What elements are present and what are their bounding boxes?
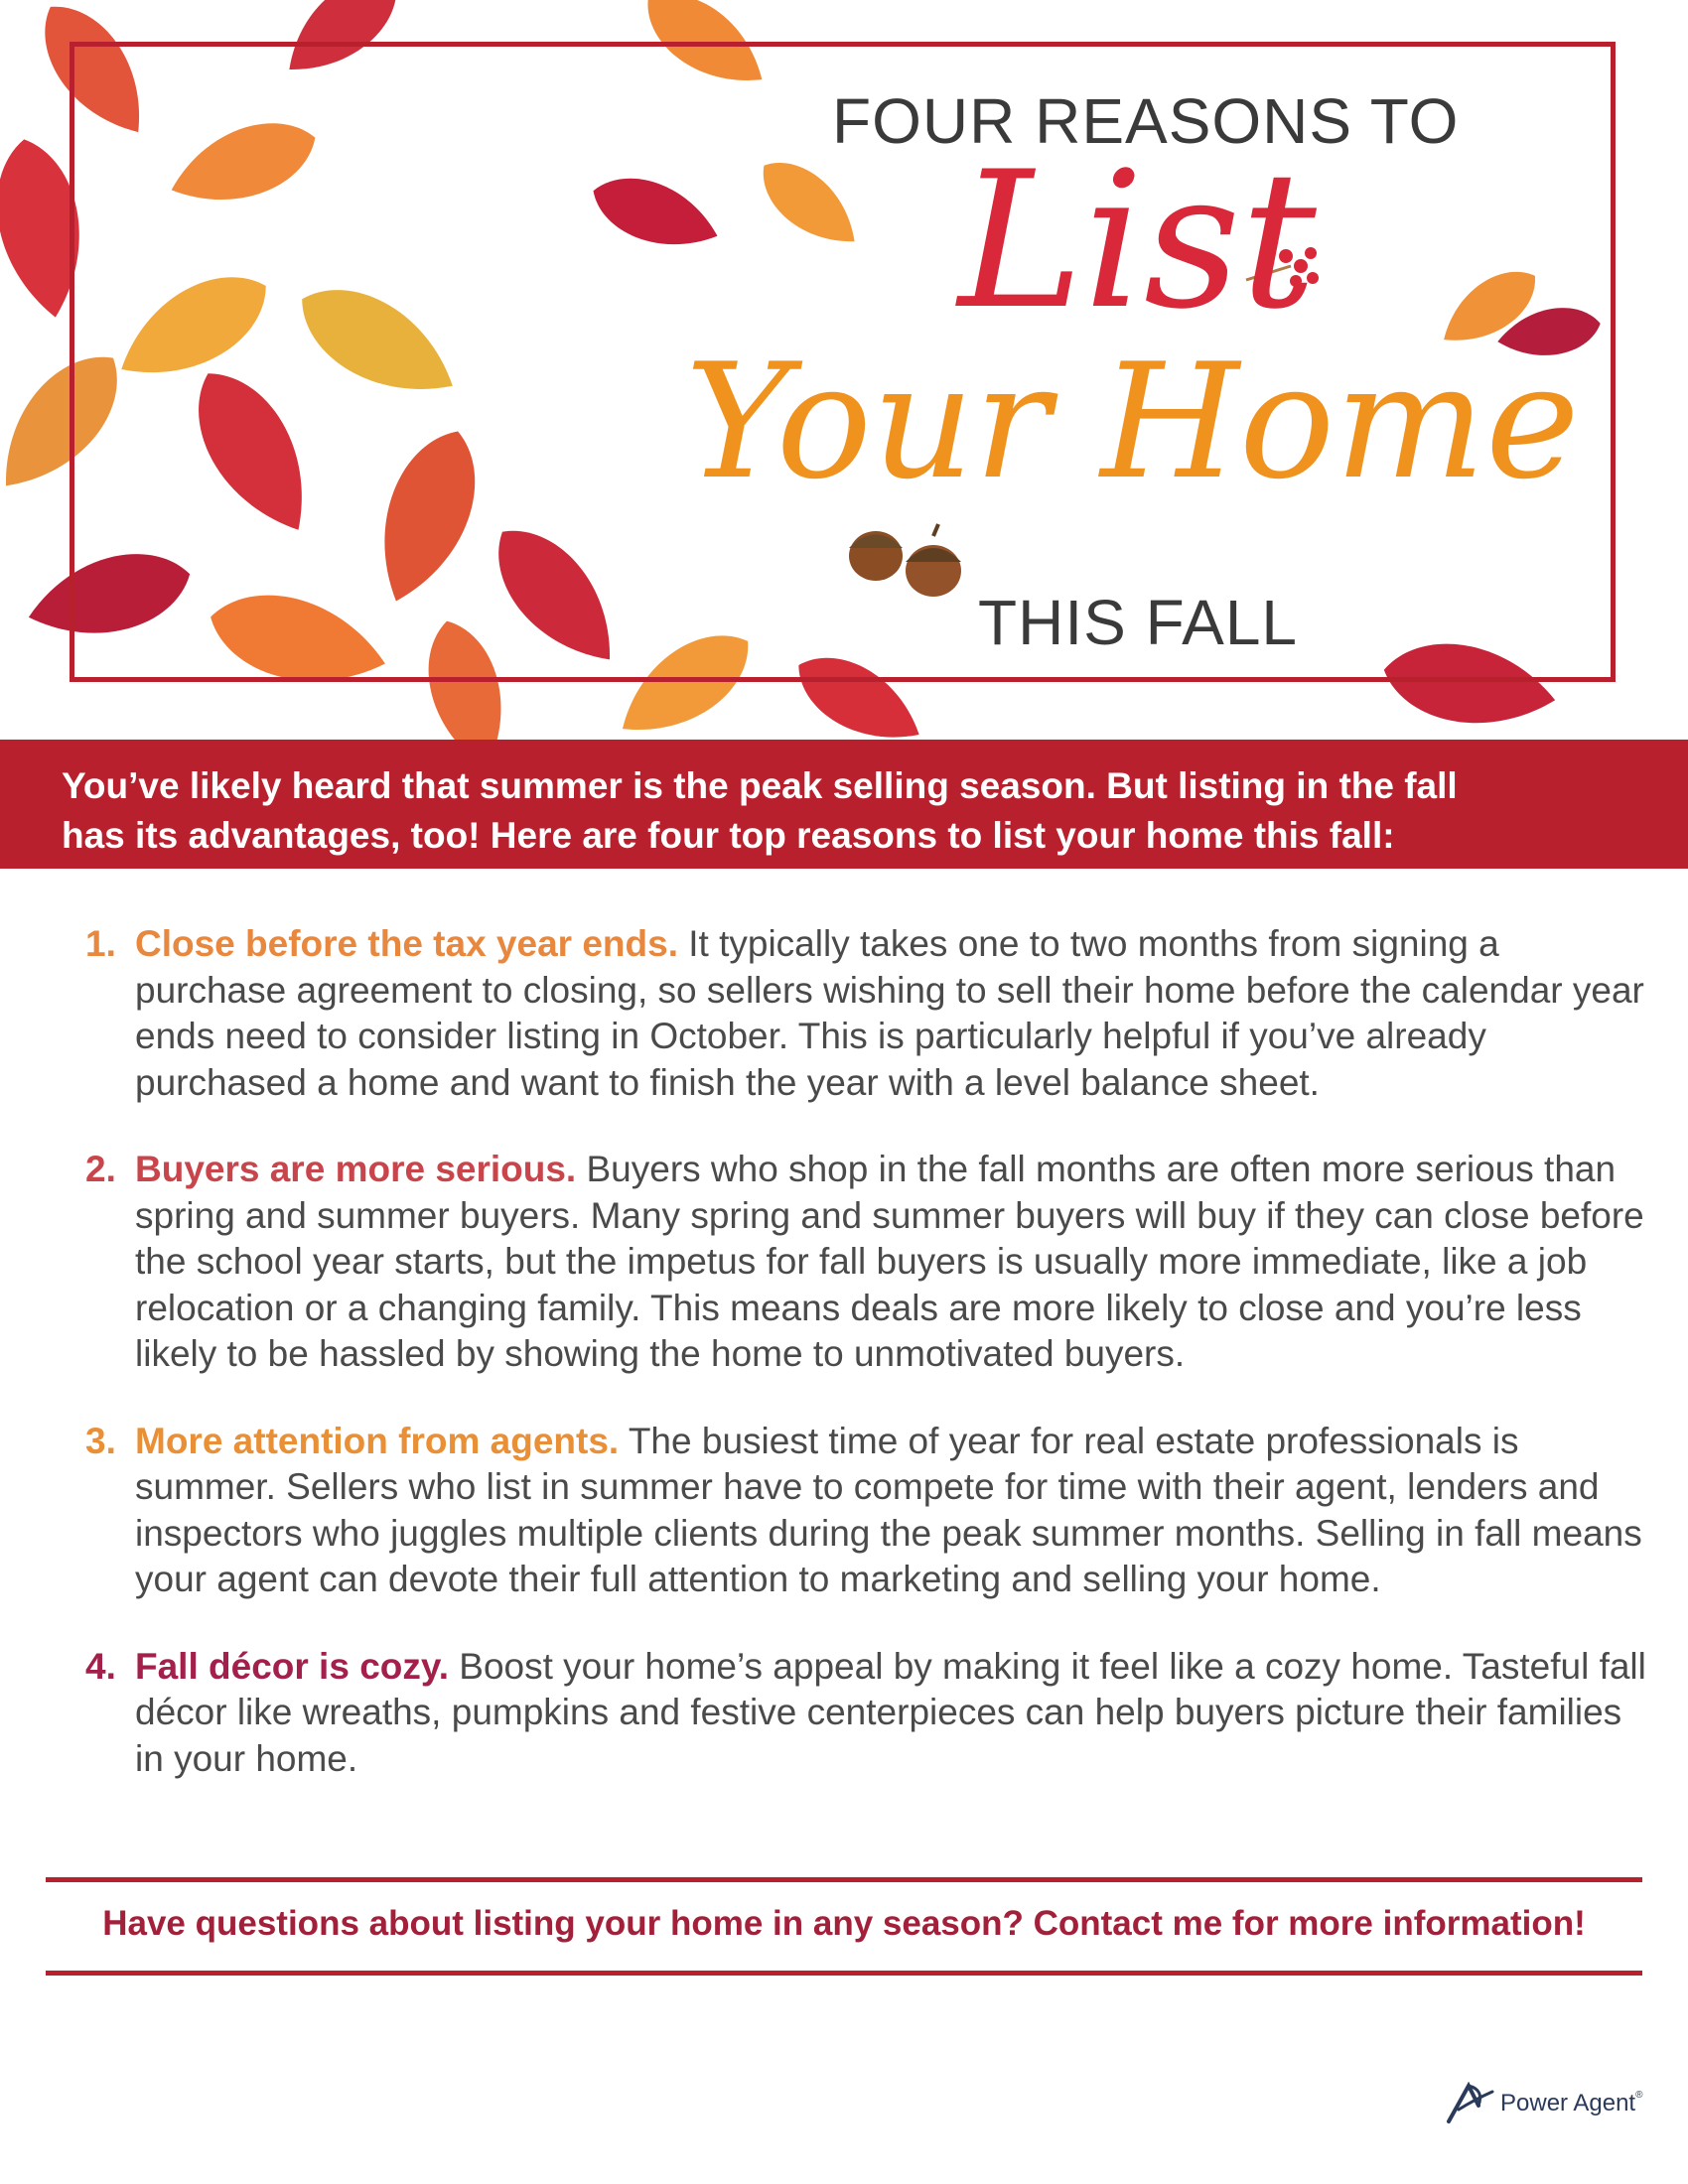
list-item — [85, 921, 1654, 1106]
reasons-list — [85, 921, 1654, 1823]
title-four-reasons: FOUR REASONS TO — [832, 85, 1460, 157]
logo-wordmark — [1500, 2090, 1642, 2117]
list-item — [85, 1147, 1654, 1378]
hero-header — [0, 0, 1688, 740]
reason-number: 3. — [85, 1420, 116, 1461]
reason-heading: Buyers are more serious. — [135, 1149, 577, 1189]
title-your-home: Your Home — [685, 329, 1580, 514]
title-this-fall: THIS FALL — [978, 587, 1298, 658]
cta-text: Have questions about listing your home in any season? Contact me for more information! — [102, 1904, 1586, 1943]
intro-line-2: has its advantages, too! Here are four top reasons to list your home this fall: — [62, 815, 1395, 856]
list-item — [85, 1419, 1654, 1603]
logo-word-power: Power — [1500, 2090, 1569, 2116]
reason-heading: Fall décor is cozy. — [135, 1645, 449, 1687]
reason-body: Boost your home’s appeal by making it feel like a cozy home. Tasteful fall décor like wreaths, pumpkins and festive centerpieces can help buyers picture their families in your home. — [135, 1645, 1646, 1779]
intro-line-1: You’ve likely heard that summer is the peak selling season. But listing in the fall — [62, 765, 1458, 806]
power-agent-logo — [1445, 2082, 1642, 2125]
logo-trademark: ® — [1635, 2090, 1643, 2101]
cta-bottom-divider — [46, 1971, 1642, 1976]
cta-top-divider — [46, 1877, 1642, 1882]
reason-number: 2. — [85, 1149, 116, 1189]
reason-number: 4. — [85, 1645, 116, 1687]
logo-word-agent: Agent — [1573, 2090, 1636, 2116]
reason-heading: More attention from agents. — [135, 1420, 620, 1461]
reason-body: The busiest time of year for real estate professionals is summer. Sellers who list in summer have to compete for time with their agent, lenders and inspectors who juggles multiple clients during the peak summer months. Selling in fall means your agent can devote their full attention to marketing and selling your home. — [135, 1420, 1642, 1599]
title-list: List — [958, 131, 1317, 350]
reason-heading: Close before the tax year ends. — [135, 923, 678, 964]
power-agent-logo-icon — [1445, 2082, 1496, 2125]
reason-number: 1. — [85, 923, 116, 964]
reason-body: It typically takes one to two months from signing a purchase agreement to closing, so sellers wishing to sell their home before the calendar year ends need to consider listing in October. This is particularly helpful if you’ve already purchased a home and want to finish the year with a level balance sheet. — [135, 923, 1644, 1103]
list-item — [85, 1644, 1654, 1783]
intro-banner — [0, 740, 1688, 869]
reason-body: Buyers who shop in the fall months are often more serious than spring and summer buyers. Many spring and summer buyers will buy if they can close before the school year starts, but the impetus for fall buyers is usually more immediate, like a job relocation or a changing family. This means deals are more likely to close and you’re less likely to be hassled by showing the home to unmotivated buyers. — [135, 1149, 1644, 1374]
